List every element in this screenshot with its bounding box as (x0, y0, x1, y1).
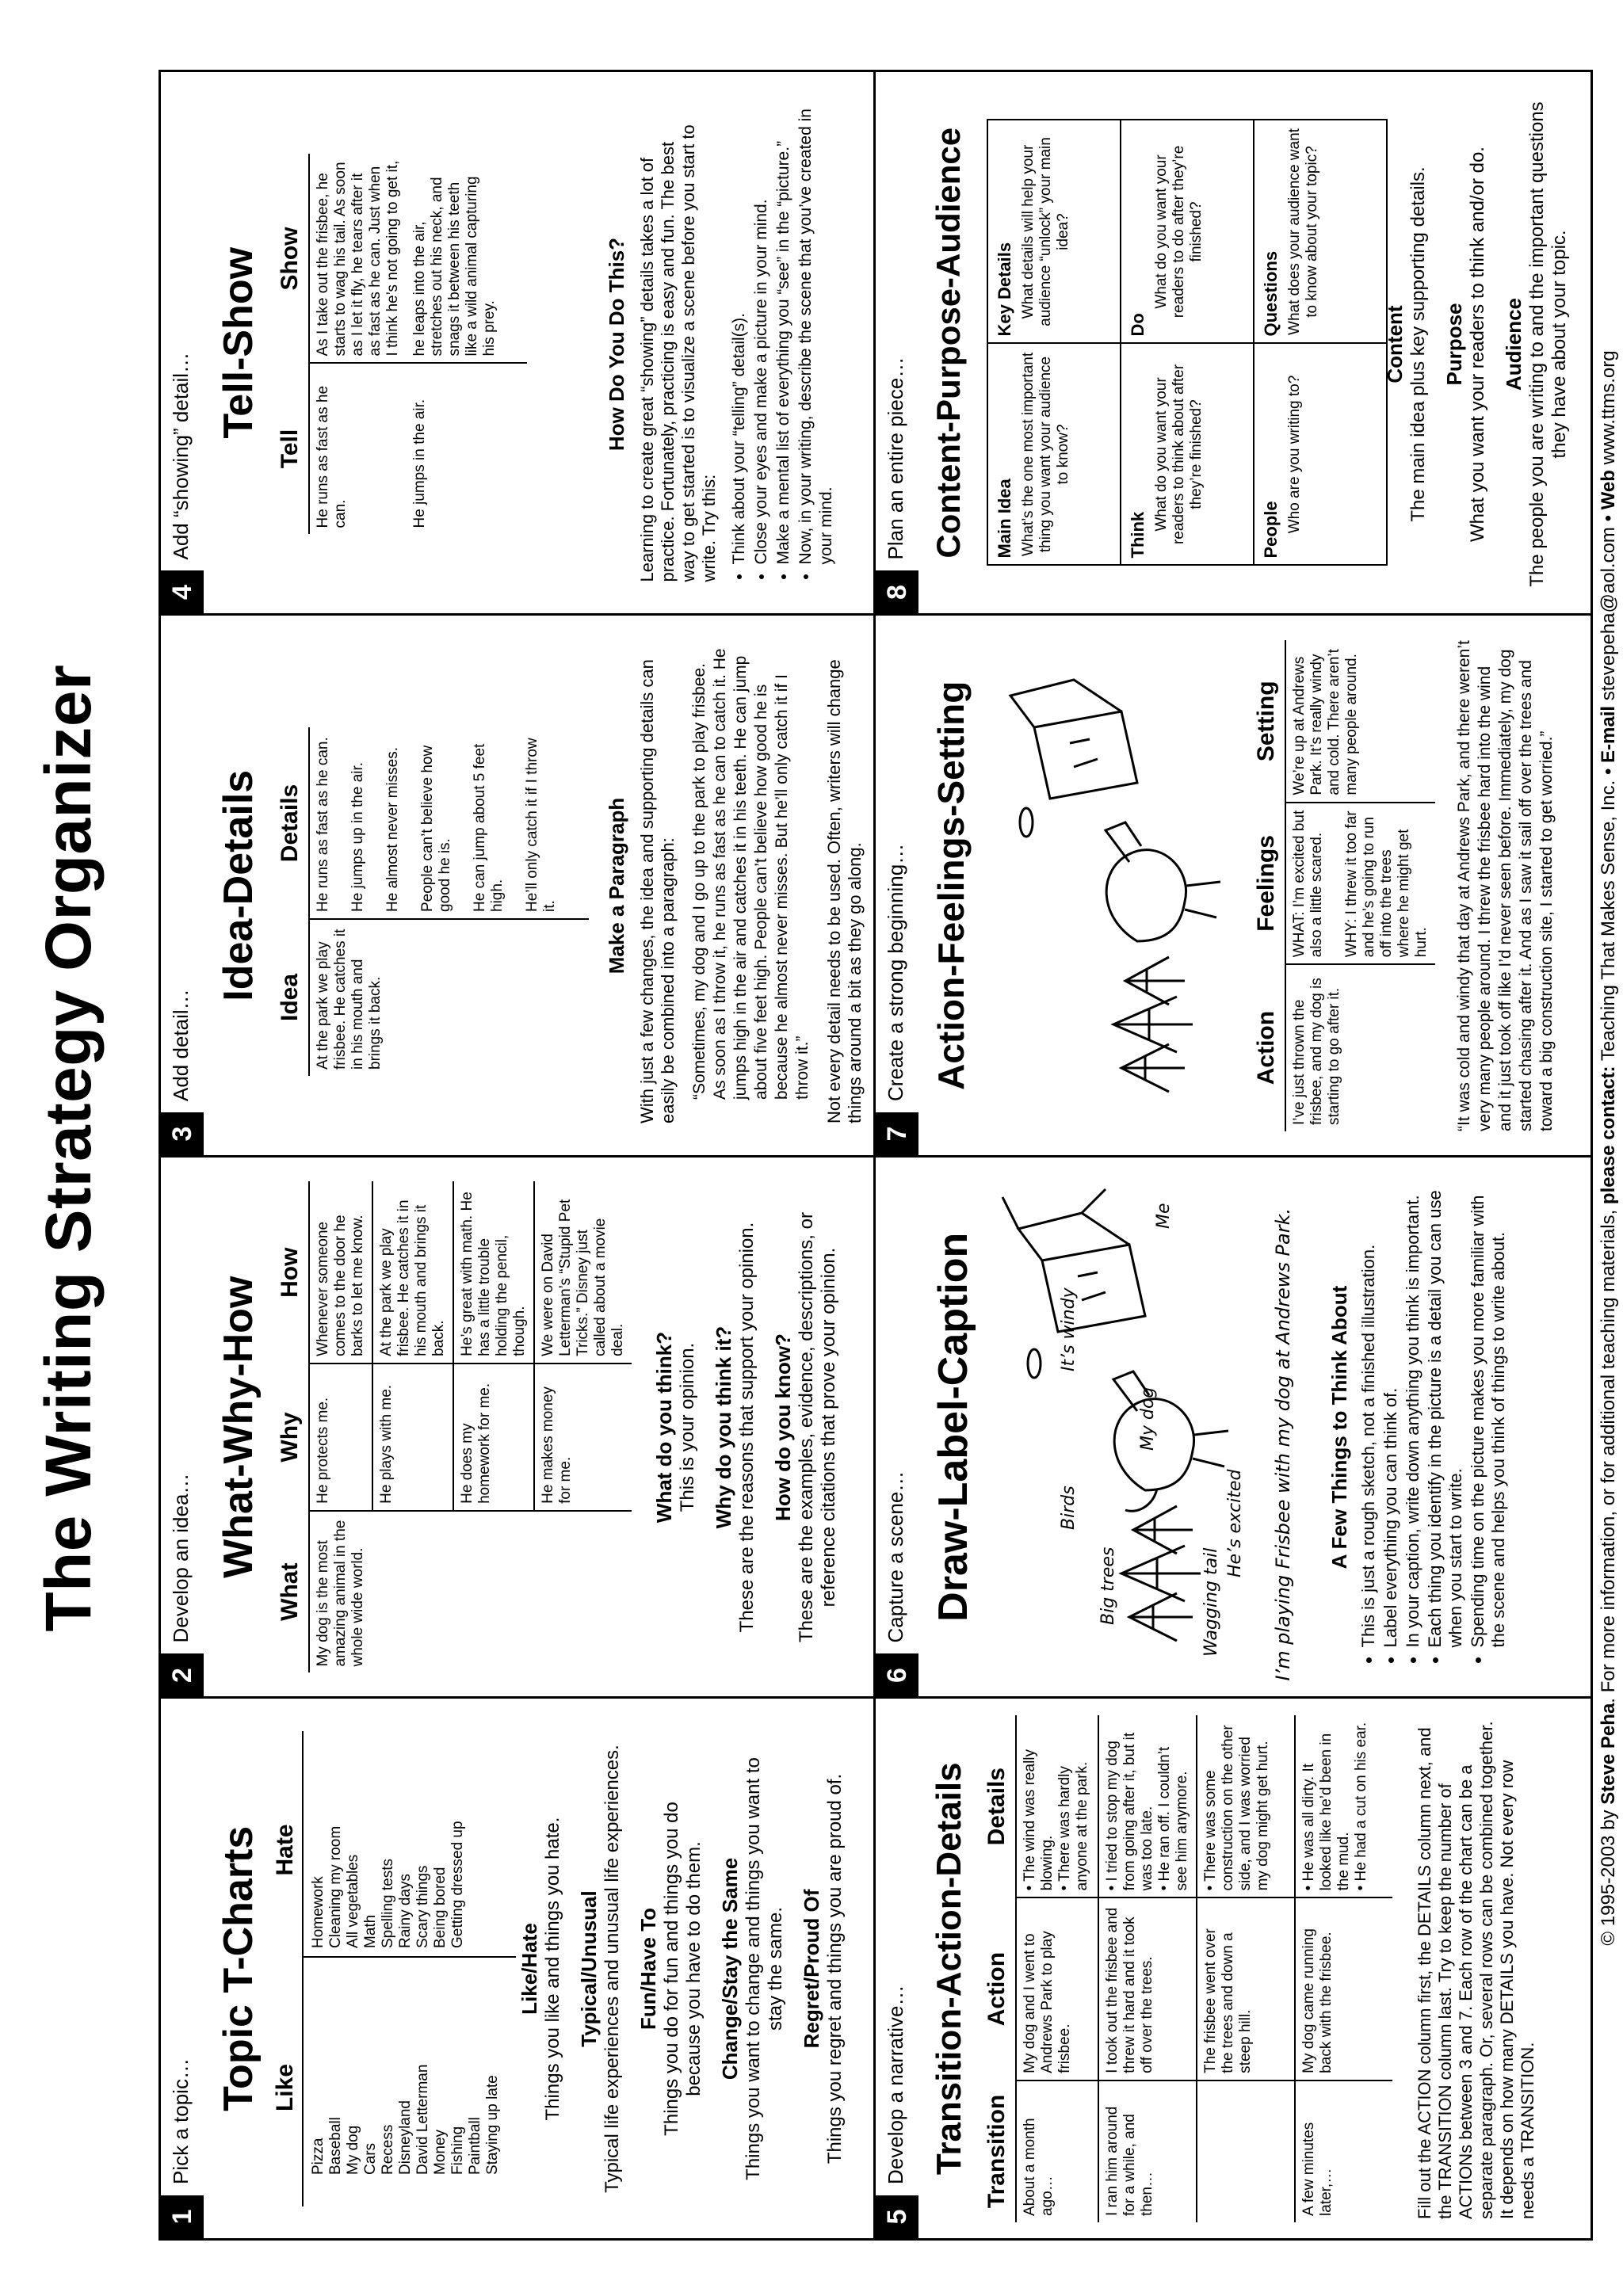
panel-topic-t-charts (161, 1697, 876, 2239)
tchart (272, 1731, 516, 2206)
action-cell: My dog came running back with the frisbee. (1295, 1897, 1392, 2080)
section-heading: How do you know? (771, 1333, 795, 1521)
box-heading: Think (1128, 511, 1148, 559)
panel-number: 7 (876, 1112, 918, 1155)
box-heading: Key Details (995, 242, 1014, 337)
action-cell: The frisbee went over the trees and down a steep hill. (1197, 1897, 1295, 2080)
panel-title: Draw-Label-Caption (930, 1232, 976, 1622)
section-body: The people you are writing to and the important questions they have about your topic. (1526, 101, 1570, 587)
bullet-item: • In your caption, write down anything you think is important. (1403, 1190, 1423, 1648)
transition-cell: I ran him around for a while, and then… (1098, 2081, 1197, 2222)
footer-org: Teaching That Makes Sense, Inc. • (1598, 762, 1619, 1066)
col-what: What (272, 1511, 309, 1673)
cpa-sections (1383, 91, 1571, 598)
how-do-you-do-this (605, 107, 838, 582)
box-body: Who are you writing to? (1286, 375, 1303, 534)
panel-idea-details (161, 614, 876, 1156)
footer-email[interactable]: stevepeha@aol.com • (1598, 509, 1619, 706)
make-paragraph (605, 648, 865, 1123)
scene-sketch (987, 1182, 1256, 1673)
action-cell: I’ve just thrown the frisbee, and my dog is starting to go after it. (1285, 964, 1435, 1131)
footer-web[interactable]: www.ttms.org (1598, 350, 1619, 471)
section-body: Typical life experiences and unusual life experiences. (601, 1745, 623, 2193)
dog-drawing (1113, 1372, 1228, 1512)
section-body: Things you do for fun and things you do because you have to do them. (661, 1802, 705, 2136)
panel-prompt: Plan an entire piece… (884, 357, 907, 560)
section-body: This is your opinion. (677, 1342, 698, 1512)
cpa-grid (987, 120, 1388, 566)
detail-item: He can jump about 5 feet high. (472, 743, 506, 912)
panel-what-why-how (161, 1155, 876, 1697)
frisbee-drawing (1028, 1350, 1041, 1379)
section-heading: Audience (1502, 297, 1526, 391)
how-cell: We were on David Letterman’s “Stupid Pet Tricks.” Disney just called about a movie deal. (540, 1199, 626, 1356)
details-cell: • There was some construction on the other side, and I was worried my dog might get hurt. (1197, 1715, 1295, 1897)
transition-action-details-table (979, 1715, 1392, 2222)
panel-tell-show (161, 72, 876, 614)
section-body: Things you regret and things you are proud of. (824, 1773, 846, 2164)
section-heading: Typical/Unusual (577, 1890, 601, 2047)
label-trees: Big trees (1098, 1547, 1118, 1626)
panel-number: 4 (161, 571, 204, 614)
tell-cell: He jumps in the air. (407, 364, 527, 535)
paragraph: Learning to create great “showing” details takes a lot of practice. Fortunately, practicing is easy and fun. The best way to get started is to visualize a scene before you start to write. Try this: (637, 124, 719, 582)
detail-item: He jumps up in the air. (349, 761, 366, 912)
box-body: What do you want your readers to do after they’re finished? (1153, 145, 1205, 318)
label-wagging-tail: Wagging tail (1201, 1548, 1221, 1657)
section-body: These are the reasons that support your opinion. (736, 1222, 758, 1633)
box-body: What does your audience want to know about your topic? (1286, 128, 1320, 335)
box-key-details (988, 121, 1121, 343)
footer-email-label: E-mail (1598, 705, 1619, 763)
footer-copyright: © 1995-2003 by (1598, 1804, 1619, 1946)
panel-content-purpose-audience (876, 72, 1591, 614)
section-body: Things you want to change and things you want to stay the same. (743, 1757, 786, 2180)
col-feelings: Feelings (1248, 803, 1285, 965)
panel-prompt: Capture a scene… (884, 1470, 907, 1643)
tell-cell: He runs as fast as he can. (309, 364, 407, 535)
why-cell: He does my homework for me. (453, 1363, 534, 1511)
detail-item: He’ll only catch it if I throw it. (524, 738, 558, 912)
col-show: Show (272, 154, 309, 364)
panel-prompt: Develop an idea… (169, 1473, 193, 1643)
dog-drawing (1106, 822, 1220, 941)
panel-number: 3 (161, 1112, 204, 1155)
bullet-item: • Think about your “telling” detail(s). (729, 107, 750, 565)
label-my-dog: My dog (1138, 1387, 1158, 1451)
bullet-item: • Close your eyes and make a picture in your mind. (751, 107, 772, 565)
section-heading: Purpose (1442, 303, 1466, 386)
box-heading: Main Idea (995, 479, 1014, 559)
panel-prompt: Pick a topic… (169, 2058, 193, 2184)
box-body: What do you want your readers to think about after they’re finished? (1153, 364, 1205, 545)
transition-cell: About a month ago… (1016, 2081, 1098, 2222)
col-action: Action (1248, 964, 1285, 1131)
panel-draw-label-caption (876, 1155, 1591, 1697)
frisbee-drawing (1020, 808, 1033, 837)
col-tell: Tell (272, 364, 309, 535)
how-cell: At the park we play frisbee. He catches it in his mouth and brings it back. (372, 1182, 453, 1363)
section-heading: How Do You Do This? (605, 237, 628, 452)
page-title: The Writing Strategy Organizer (32, 664, 105, 1632)
bullet-item: • Each thing you identify in the picture is a detail you can use when you start to write. (1425, 1190, 1466, 1648)
panel-number: 5 (876, 2195, 918, 2238)
panel-title: What-Why-How (216, 1276, 262, 1578)
bullet-list (729, 107, 837, 582)
detail-item: He runs as fast as he can. (315, 737, 331, 912)
setting-cell: We’re up at Andrews Park. It’s really windy and cold. There aren’t many people around. (1291, 649, 1360, 795)
details-cell: • He was all dirty. It looked like he’d been in the mud. • He had a cut on his ear. (1300, 1722, 1369, 1891)
section-body: These are the examples, evidence, descriptions, or reference citations that prove your opinion. (796, 1212, 839, 1642)
why-cell: He makes money for me. (534, 1363, 632, 1511)
section-body: The main idea plus key supporting details. (1407, 166, 1429, 522)
panel-number: 6 (876, 1654, 918, 1697)
transition-cell (1197, 2081, 1295, 2222)
hate-list: Homework Cleaning my room All vegetables Math Spelling tests Rainy days Scary things Being bored Getting dressed up (310, 1821, 466, 1948)
feelings-cell (1285, 803, 1435, 965)
box-main-idea (988, 343, 1121, 565)
what-why-how-sections (652, 1174, 840, 1681)
bullet-item: • Spending time on the picture makes you more familiar with the scene and helps you think of things to write about. (1468, 1190, 1509, 1648)
col-why: Why (272, 1363, 309, 1511)
col-action: Action (979, 1897, 1016, 2080)
label-me: Me (1154, 1203, 1174, 1230)
what-why-how-table (272, 1182, 632, 1673)
col-transition: Transition (979, 2081, 1016, 2222)
section-heading: Regret/Proud Of (800, 1889, 823, 2049)
box-questions (1254, 121, 1386, 343)
panel-number: 2 (161, 1654, 204, 1697)
details-cell: • The wind was really blowing. • There was hardly anyone at the park. (1016, 1715, 1098, 1897)
like-list: Pizza Baseball My dog Cars Recess Disneyland David Letterman Money Fishing Paintball Staying up late (304, 1956, 516, 2206)
label-excited: He’s excited (1225, 1470, 1245, 1578)
section-heading: A Few Things to Think About (1327, 1285, 1351, 1569)
section-heading: Fun/Have To (636, 1907, 660, 2031)
box-heading: Do (1128, 313, 1148, 337)
panel-prompt: Add detail… (169, 989, 193, 1101)
panel-title: Content-Purpose-Audience (930, 127, 967, 559)
box-body: What details will help your audience “unlock” your main idea? (1020, 137, 1071, 326)
section-heading: What do you think? (652, 1331, 676, 1524)
show-cell: he leaps into the air, stretches out his neck, and snags it between his teeth like a wild animal capturing his prey. (411, 176, 498, 357)
example-paragraph: “It was cold and windy that day at Andrews Park, and there weren’t very many people around. I threw the frisbee hard into the wind and it just took off like I’d never seen before. Immediately, my dog started chasing after it. And as I saw it sail off over the trees and toward a big construction site, I started to get worried.” (1455, 640, 1556, 1131)
organizer-grid (158, 70, 1593, 2241)
box-do (1121, 121, 1254, 343)
label-windy: It’s windy (1059, 1287, 1079, 1372)
section-heading: Why do you think it? (712, 1325, 735, 1529)
trees-drawing (1121, 1507, 1201, 1642)
footer-contact-label: please contact: (1598, 1066, 1619, 1205)
example-paragraph: “Sometimes, my dog and I go up to the park to play frisbee. As soon as I throw it, he runs as fast as he can to catch it. He jumps high in the air and catches it in his teeth. He can jump about five feet high. People can’t believe how good he is because he almost never misses. But he’ll only catch it if I throw it.” (690, 648, 812, 1100)
panel-title: Topic T-Charts (216, 1825, 262, 2111)
panel-transition-action-details (876, 1697, 1591, 2239)
idea-details-table (272, 727, 589, 1076)
col-idea: Idea (272, 919, 309, 1076)
box-people (1254, 343, 1386, 565)
panel-title: Idea-Details (216, 769, 262, 1001)
section-body: Things you like and things you hate. (542, 1817, 563, 2121)
tell-show-table (272, 154, 527, 535)
footer-author: Steve Peha (1598, 1703, 1619, 1805)
panel-prompt: Add “showing” detail… (169, 352, 193, 560)
box-think (1121, 343, 1254, 565)
idea-cell: At the park we play frisbee. He catches it in his mouth and brings it back. (309, 919, 589, 1076)
why-cell: He protects me. (309, 1363, 372, 1511)
panel-prompt: Develop a narrative… (884, 1985, 907, 2184)
feelings-what: WHAT: I’m excited but also a little scared. (1291, 810, 1325, 958)
how-cell: He’s great with math. He has a little trouble holding the pencil, though. (453, 1182, 534, 1363)
section-body: What you want your readers to think and/or do. (1467, 147, 1488, 542)
col-hate: Hate (272, 1824, 298, 1876)
details-cell (309, 727, 589, 919)
section-heading: Like/Hate (517, 1923, 541, 2015)
detail-item: People can’t believe how good he is. (419, 745, 453, 912)
bullet-item: • Make a mental list of everything you “see” in the “picture.” (773, 107, 794, 565)
action-cell: My dog and I went to Andrews Park to play frisbee. (1016, 1897, 1098, 2080)
bullet-item: • Now, in your writing, describe the scene that you’ve created in your mind. (796, 107, 837, 565)
transition-cell: A few minutes later,… (1295, 2081, 1392, 2222)
paragraph: With just a few changes, the idea and supporting details can easily be combined into a paragraph: (637, 659, 678, 1123)
panel-action-feelings-setting (876, 614, 1591, 1156)
how-cell: Whenever someone comes to the door he barks to let me know. (309, 1182, 372, 1363)
footer-text: . For more information, or for additional teaching materials, (1598, 1204, 1619, 1703)
col-like: Like (272, 2063, 298, 2112)
scene-sketch (987, 664, 1224, 1108)
panel-prompt: Create a strong beginning… (884, 843, 907, 1101)
why-cell: He plays with me. (372, 1363, 453, 1511)
section-heading: Make a Paragraph (605, 797, 628, 974)
action-feelings-setting-table (1248, 640, 1435, 1131)
col-how: How (272, 1182, 309, 1363)
show-cell: As I take out the frisbee, he starts to wag his tail. As soon as I let it fly, he tears after it as fast as he can. Just when I think he’s not going to get it, (315, 160, 401, 357)
panel-number: 8 (876, 571, 918, 614)
person-drawing (1010, 680, 1137, 799)
panel-number: 1 (161, 2195, 204, 2238)
detail-item: He almost never misses. (384, 746, 401, 912)
details-cell: • I tried to stop my dog from going after it, but it was too late. • He ran off. I couldn’t see him anymore. (1098, 1715, 1197, 1897)
bullet-item: • Label everything you can think of. (1381, 1190, 1401, 1648)
caption: I’m playing Frisbee with my dog at Andrews Park. (1272, 1207, 1294, 1681)
paragraph: Not every detail needs to be used. Often, writers will change things around a bit as they go along. (824, 659, 865, 1123)
label-birds: Birds (1059, 1486, 1079, 1531)
what-cell: My dog is the most amazing animal in the whole wide world. (309, 1511, 632, 1673)
instructions: Fill out the ACTION column first, the DETAILS column next, and the TRANSITION column last. Try to keep the number of ACTIONs between 3 and 7. Each row of the chart can be a separate paragraph. Or, several rows can be combined together. It depends on how many DETAILS you have. Not every row needs a TRANSITION. (1415, 1721, 1537, 2219)
panel-title: Transition-Action-Details (930, 1762, 968, 2176)
footer (1598, 0, 1620, 2296)
panel-title: Action-Feelings-Setting (930, 681, 972, 1090)
action-cell: I took out the frisbee and threw it hard and it took off over the trees. (1098, 1897, 1197, 2080)
footer-web-label: Web (1598, 470, 1619, 510)
col-setting: Setting (1248, 640, 1285, 803)
feelings-why: WHY: I threw it too far and he’s going to run off into the trees where he might get hurt. (1343, 810, 1430, 958)
things-to-think-about (1327, 1190, 1510, 1665)
bullet-item: • This is just a rough sketch, not a finished illustration. (1358, 1190, 1379, 1648)
box-body: What’s the one most important thing you want your audience to know? (1020, 352, 1071, 557)
topic-sections (517, 1715, 846, 2222)
box-heading: Questions (1261, 250, 1281, 337)
col-details: Details (272, 727, 309, 919)
box-heading: People (1261, 501, 1281, 559)
trees-drawing (1113, 957, 1193, 1092)
section-heading: Content (1383, 305, 1407, 383)
section-heading: Change/Stay the Same (718, 1857, 742, 2081)
bullet-list (1358, 1190, 1509, 1665)
panel-title: Tell-Show (216, 246, 262, 439)
col-details: Details (979, 1715, 1016, 1897)
